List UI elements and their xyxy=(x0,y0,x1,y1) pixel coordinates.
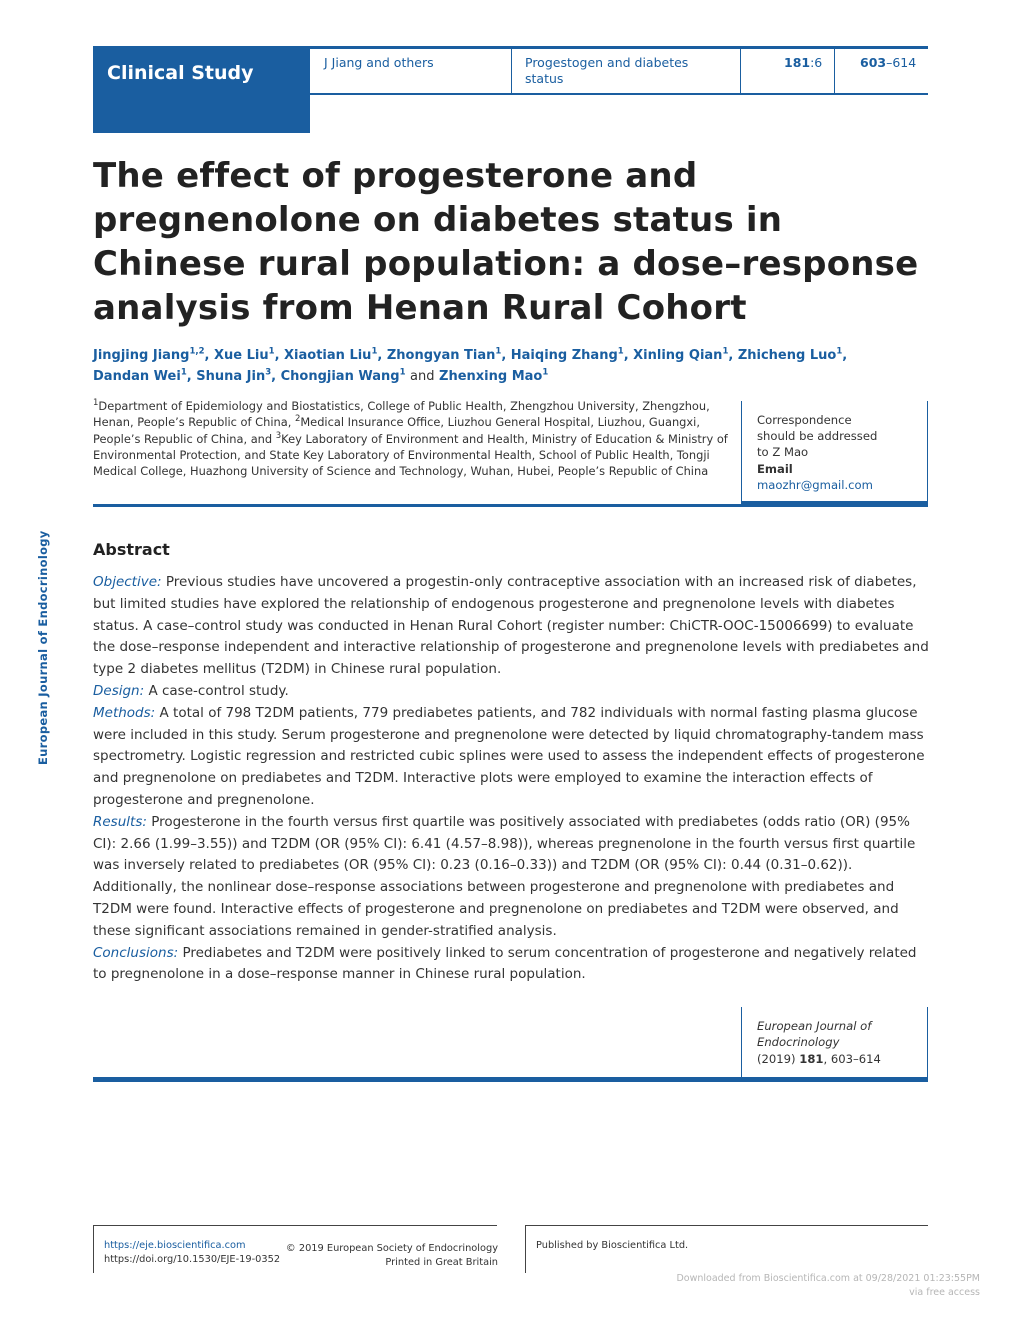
abstract-results: Results: Progesterone in the fourth versus first quartile was positively associated with prediabetes (odds ratio (OR) (95% CI): 2.66 (1.99–3.55)) and T2DM (OR (95% CI): 6.41 (4.57–8.98)), whereas pregnenolone in the fourth versus first quartile was inversely related to prediabetes (OR (95% CI): 0.23 (0.16–0.33)) and T2DM (OR (95% CI): 0.44 (0.31–0.62)). Additionally, the nonlinear dose–response associations between progesterone and pregnenolone with prediabetes and T2DM were found. Interactive effects of progesterone and pregnenolone on prediabetes and T2DM were observed, and these significant associations remained in gender-stratified analysis. xyxy=(93,813,916,939)
author[interactable]: Zhenxing Mao$^1$ xyxy=(439,367,549,384)
citation-journal: European Journal of xyxy=(757,1019,872,1033)
header-authors xyxy=(310,49,510,93)
short-title-line-1: Progestogen and diabetes xyxy=(525,55,689,70)
correspondence-line: should be addressed xyxy=(757,429,878,444)
publisher-text: Published by Bioscientifica Ltd. xyxy=(536,1240,689,1251)
authors-and: and xyxy=(410,369,435,384)
abstract-conclusions: Conclusions: Prediabetes and T2DM were positively linked to serum concentration of progesterone and negatively related to pregnenolone in a dose–response manner in Chinese rural population. xyxy=(93,944,917,983)
abstract-design: Design: A case-control study. xyxy=(93,682,289,699)
correspondence-line: to Z Mao xyxy=(757,445,809,460)
correspondence-box xyxy=(741,401,928,504)
section-rule-bottom xyxy=(93,1077,928,1082)
journal-url-link[interactable]: https://eje.bioscientifica.com xyxy=(104,1240,246,1251)
doi-link[interactable]: https://doi.org/10.1530/EJE-19-0352 xyxy=(104,1253,281,1265)
author[interactable]: Dandan Wei$^1$ xyxy=(93,367,187,384)
email-link[interactable]: maozhr@gmail.com xyxy=(757,477,873,492)
author[interactable]: Zhicheng Luo$^1$ xyxy=(737,346,843,363)
header-pages xyxy=(834,49,928,93)
author[interactable]: Chongjian Wang$^1$ xyxy=(280,367,406,384)
volume-number: 181 xyxy=(784,55,811,70)
abstract-heading: Abstract xyxy=(93,540,170,559)
author[interactable]: Haiqing Zhang$^1$ xyxy=(510,346,624,363)
footer-divider xyxy=(525,1225,928,1226)
author[interactable]: Xinling Qian$^1$ xyxy=(633,346,729,363)
article-title: The effect of progesterone and pregnenolone on diabetes status in Chinese rural population: a dose–response analysis from Henan Rural Cohort xyxy=(93,156,919,328)
page-start: 603 xyxy=(860,55,887,70)
header-short-title xyxy=(511,49,739,93)
header-section-block xyxy=(93,46,310,133)
short-title-line-2: status xyxy=(525,71,564,86)
author[interactable]: Shuna Jin$^3$ xyxy=(196,367,272,384)
affiliation-1: Department of Epidemiology and Biostatistics, College of Public Health, Zhengzhou University, Zhengzhou, Henan, People’s Republic of China, xyxy=(93,399,710,430)
abstract-objective: Objective: Previous studies have uncovered a progestin-only contraceptive association with an increased risk of diabetes, but limited studies have explored the relationship of endogenous progesterone and pregnenolone levels with diabetes status. A case–control study was conducted in Henan Rural Cohort (register number: ChiCTR-OOC-15006699) to evaluate the dose–response independent and interactive relationship of progesterone and pregnenolone levels with prediabetes and type 2 diabetes mellitus (T2DM) in Chinese rural population. xyxy=(93,574,929,678)
side-journal-label: European Journal of Endocrinology xyxy=(36,530,50,765)
footer-divider xyxy=(93,1225,497,1226)
citation-journal: Endocrinology xyxy=(757,1035,840,1050)
author[interactable]: Jingjing Jiang$^{1,2}$ xyxy=(93,346,205,363)
footer-links xyxy=(104,1239,280,1266)
footer-divider xyxy=(93,1225,94,1273)
footer-copyright xyxy=(280,1242,498,1269)
footer-divider xyxy=(525,1225,526,1273)
page-end: –614 xyxy=(886,55,917,70)
header-volume xyxy=(740,49,833,93)
printed-text: Printed in Great Britain xyxy=(385,1256,498,1268)
email-label: Email xyxy=(757,461,793,476)
section-rule xyxy=(93,504,928,507)
author-list: Jingjing Jiang$^{1,2}$, Xue Liu$^1$, Xiaotian Liu$^1$, Zhongyan Tian$^1$, Haiqing Zhang$^1$, Xinling Qian$^1$, Zhicheng Luo$^1$, Dandan Wei$^1$, Shuna Jin$^3$, Chongjian Wang$^1$ and Zhenxing Mao$^1$ xyxy=(93,346,848,384)
author[interactable]: Zhongyan Tian$^1$ xyxy=(386,346,502,363)
download-notice: Downloaded from Bioscientifica.com at 09/28/2021 01:23:55PM xyxy=(676,1273,980,1284)
author[interactable]: Xiaotian Liu$^1$ xyxy=(284,346,378,363)
affiliation-3: Key Laboratory of Environment and Health, Ministry of Education & Ministry of Environmental Protection, and State Key Laboratory of Environmental Health, School of Public Health, Tongji Medical College, Huazhong University of Science and Technology, Wuhan, Hubei, People’s Republic of China xyxy=(93,431,728,479)
citation-details: (2019) 181, 603–614 xyxy=(757,1051,881,1066)
author[interactable]: Xue Liu$^1$ xyxy=(214,346,275,363)
citation-box xyxy=(741,1007,928,1079)
section-label: Clinical Study xyxy=(107,62,254,84)
correspondence-line: Correspondence xyxy=(757,413,852,427)
copyright-text: © 2019 European Society of Endocrinology xyxy=(285,1243,498,1254)
access-notice: via free access xyxy=(909,1287,980,1298)
issue-number: :6 xyxy=(810,55,823,70)
affiliation-2: Medical Insurance Office, Liuzhou General Hospital, Liuzhou, Guangxi, People’s Republic of China, and xyxy=(93,415,700,446)
abstract-body xyxy=(93,572,933,986)
header-authors-text: J Jiang and others xyxy=(324,55,434,70)
affiliations: $^1$Department of Epidemiology and Biostatistics, College of Public Health, Zhengzhou University, Zhengzhou, Henan, People’s Republic of China, $^2$Medical Insurance Office, Liuzhou General Hospital, Liuzhou, Guangxi, People’s Republic of China, and $^3$Key Laboratory of Environment and Health, Ministry of Education & Ministry of Environmental Protection, and State Key Laboratory of Environmental Health, School of Public Health, Tongji Medical College, Huazhong University of Science and Technology, Wuhan, Hubei, People’s Republic of China xyxy=(93,398,728,479)
abstract-methods: Methods: A total of 798 T2DM patients, 779 prediabetes patients, and 782 individuals with normal fasting plasma glucose were included in this study. Serum progesterone and pregnenolone were detected by liquid chromatography-tandem mass spectrometry. Logistic regression and restricted cubic splines were used to assess the independent effects of progesterone and pregnenolone on prediabetes and T2DM. Interactive plots were employed to examine the interaction effects of progesterone and pregnenolone. xyxy=(93,704,925,808)
